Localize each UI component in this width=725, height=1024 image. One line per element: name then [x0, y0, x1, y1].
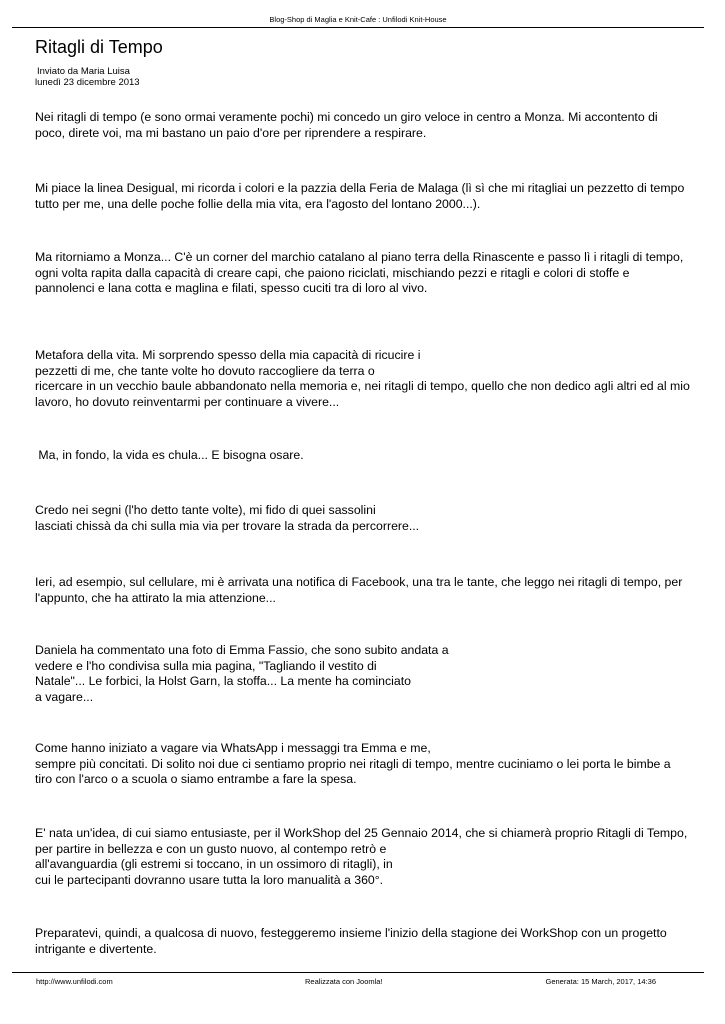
paragraph-line: Nei ritagli di tempo (e sono ormai veramente pochi) mi concedo un giro veloce in centro a Monza. Mi accontento di poco, direte voi, ma mi bastano un paio d'ore per riprendere a respirare. — [35, 110, 658, 140]
paragraph-line: Ieri, ad esempio, sul cellulare, mi è arrivata una notifica di Facebook, una tra le tante, che leggo nei ritagli di tempo, per l'appunto, che ha attirato la mia attenzione... — [35, 575, 683, 605]
paragraph-line: lasciati chissà da chi sulla mia via per trovare la strada da percorrere... — [35, 518, 420, 533]
paragraph — [35, 448, 690, 464]
paragraph-line: ricercare in un vecchio baule abbandonato nella memoria e, nei ritagli di tempo, quello che non dedico agli altri ed al mio lavoro, ho dovuto reinventarmi per continuare a vivere... — [35, 379, 690, 409]
paragraph-line: Natale"... Le forbici, la Holst Garn, la stoffa... La mente ha cominciato — [35, 674, 411, 689]
paragraph-line: pezzetti di me, che tante volte ho dovuto raccogliere da terra o — [35, 363, 375, 378]
paragraph — [35, 250, 690, 297]
paragraph-line: Mi piace la linea Desigual, mi ricorda i colori e la pazzia della Feria de Malaga (lì sì che mi ritagliai un pezzetto di tempo tutto per me, una delle poche follie della mia vita, era l'agosto del lontano 2000...). — [35, 181, 685, 211]
paragraph — [35, 643, 690, 705]
paragraph-line: cui le partecipanti dovranno usare tutta la loro manualità a 360°. — [35, 872, 384, 887]
paragraph — [35, 741, 690, 788]
paragraph-line: Daniela ha commentato una foto di Emma Fassio, che sono subito andata a — [35, 643, 449, 657]
paragraph-line: all'avanguardia (gli estremi si toccano, in un ossimoro di ritagli), in — [35, 857, 393, 872]
footer-powered-by: Realizzata con Joomla! — [305, 977, 383, 986]
footer-url-link[interactable]: http://www.unfilodi.com — [36, 977, 113, 986]
paragraph — [35, 926, 690, 957]
paragraph-line: sempre più concitati. Di solito noi due ci sentiamo proprio nei ritagli di tempo, mentre cuciniamo o lei porta le bimbe a tiro con l'arco o a scuola o siamo entrambe a fare la spesa. — [35, 756, 671, 787]
paragraph-line: Come hanno iniziato a vagare via WhatsApp i messaggi tra Emma e me, — [35, 741, 431, 755]
paragraph-line: Preparatevi, quindi, a qualcosa di nuovo, festeggeremo insieme l'inizio della stagione dei WorkShop con un progetto intrigante e divertente. — [35, 926, 667, 956]
article-author: Inviato da Maria Luisa — [37, 66, 130, 77]
article-meta — [35, 66, 140, 88]
article-date: lunedì 23 dicembre 2013 — [35, 77, 140, 88]
site-title: Blog-Shop di Maglia e Knit-Cafe : Unfilodi Knit-House — [269, 15, 447, 24]
paragraph — [35, 826, 690, 888]
paragraph-line: Credo nei segni (l'ho detto tante volte), mi fido di quei sassolini — [35, 503, 376, 517]
paragraph-line: vedere e l'ho condivisa sulla mia pagina, "Tagliando il vestito di — [35, 658, 377, 673]
paragraph — [35, 575, 690, 606]
paragraph — [35, 181, 690, 212]
footer-generated-date: Generata: 15 March, 2017, 14:36 — [545, 977, 656, 986]
paragraph-line: Metafora della vita. Mi sorprendo spesso della mia capacità di ricucire i — [35, 348, 421, 362]
paragraph-line: E' nata un'idea, di cui siamo entusiaste, per il WorkShop del 25 Gennaio 2014, che si chiamerà proprio Ritagli di Tempo, — [35, 826, 688, 840]
paragraph-line: a vagare... — [35, 689, 94, 704]
paragraph-line: per partire in bellezza e con un gusto nuovo, al contempo retrò e — [35, 841, 387, 856]
article-title: Ritagli di Tempo — [35, 37, 163, 57]
paragraph — [35, 503, 690, 534]
page-header — [12, 15, 704, 28]
paragraph — [35, 110, 690, 141]
paragraph — [35, 348, 690, 410]
page-footer — [12, 972, 704, 989]
paragraph-line: Ma ritorniamo a Monza... C'è un corner del marchio catalano al piano terra della Rinascente e passo lì i ritagli di tempo, ogni volta rapita dalla capacità di creare capi, che paiono riciclati, mischiando pezzi e ritagli e colori di stoffe e pannolenci e lana cotta e maglina e filati, spesso cuciti tra di loro al vivo. — [35, 250, 684, 296]
paragraph-line: Ma, in fondo, la vida es chula... E bisogna osare. — [35, 448, 304, 462]
